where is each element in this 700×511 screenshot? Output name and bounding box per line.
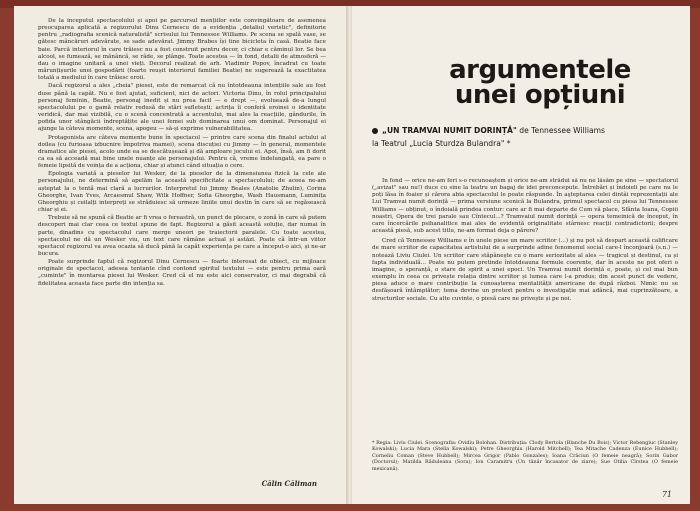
play-author: de Tennessee Williams	[519, 126, 605, 135]
left-paragraph: Poate surprinde faptul că regizorul Dinu Cernescu — foarte interesat de obiect, cu mijloace originale de spectacol, adesea tentante cînd contond spiritul textului — este pentru prima oară „cuminte" în montarea piesei lui Wesker. Cred că el nu este aici conservator, ci mai degrabă că fidelitatea aceasta face parte din intenția sa.	[38, 259, 326, 287]
left-page	[14, 6, 348, 504]
article-subtitle	[372, 124, 682, 150]
left-paragraph: Epologia variată a pieselor lui Wesker, de la pieselor de la dimensiunea fizică la cele ale personajului, ne determină să apelăm la această specificitate a spectacolului; de aceea ne-am așteptat la o tentă mai clară a lucrurilor. Interpretul lui Jimmy Beales (Anatolie Zhulin), Corina Gheorghe, Ivan Yves, Arcaesmul Shaw, Wilk Hoffner, Sofia Gheorghe, Wash Hausmann, Luminița Gheorghiu și ceilalți interpreți se străduiesc să urmeze liniile unui destin în care să se regăsească chiar și ei.	[38, 171, 326, 214]
play-title: „UN TRAMVAI NUMIT DORINȚĂ"	[382, 126, 517, 135]
left-paragraph: De la începutul spectacolului și apoi pe parcursul mențiilor este convingătoare de asemenea preocuparea aplicată a regizorului Dinu Cernescu de a evidenția „detaliul veristic", definitorie pentru „radiografia scenică naturalistă" scrisului lui Tennessee Williams. Pe scena se spală vase, se gătesc mâncăruri adevărate, se sade adevărat. Jimmy Brabes își tine bicicleta în casă. Beatie face baie. Parcă interiorul în care trăiesc nu a fost construit pentru decor, ci chiar e căminul lor. Se bea alcool, se fumează, se mănâncă, se râde, se plânge. Toate acestea — în fond, detalii de atmosferă — dau o imagine unitară a unei vieți. Decorul realizat de arh. Vladimir Popov, încadrat cu toate mărunțișurile unei gospodării (foarte reușit interiorul familiei Beatie) ne sugerează la exactitatea totală a mediului în care trăiesc eroii.	[38, 18, 326, 82]
headline-line-2: unei opțiuni	[454, 80, 626, 110]
left-article-text	[38, 18, 326, 480]
production-credits: * Regia: Liviu Ciulei. Scenografia: Ovidiu Bolohan. Distribuția: Clody Bertola (Blanche Du Bois); Victor Rebengiuc (Stanley Kowalski); Lucia Mara (Stella Kowalski); Petre Gheorghiu (Harold Mitchell); Tea Mitache Cadenza (Eunice Hubbell); Corneliu Coman (Steve Hubbell); Mircea Grigor (Pablo Gonzales); Ioana Crăciun (O femeie neagră); Sorin Gabor (Doctorul); Matilda Răduleanu (Sora); Ion Caramitru (Un tânăr încasator de ziare); Sue Otilia Cîrstea (O femeie mexicană).	[372, 440, 678, 472]
right-article-text	[372, 178, 678, 434]
right-paragraph: Cred că Tennessee Williams e în unele piese un mare scriitor (...) și nu pot să despart această calificare de mare scriitor de capacitatea artistului de a surprinde adine fenomenul social care-l înconjoară (s.n.) — notează Liviu Ciulei. Un scriitor care stăpânește cu o mare seriozitate al ales — tragicul și destinul, ca și fapta individuală... Poate nu putem pretinde întotdeauna formule coerente, dar în aceste ne pot oferi o imagine, o speranță, o stare de spirit a unei epoci. Un Tramvai numit dorință e, poate, și cel mai bun exemplu în ceea ce privește relația dintre scriitor și lumea care l-a produs; din acest punct de vedere, piesa aduce o mare contribuție la cunoașterea mentalității americane de după război. Nimic nu se desfășoară întâmplător; tema devine un pretext pentru o investigație mai adâncă, mai cuprinzătoare, a structurilor sociale. Cu alte cuvinte, o piesă care ne privește și pe noi.	[372, 238, 678, 302]
right-paragraph: În fond — orice ne-am feri s-o recunoaștem și orice ne-am strădui să nu ne lăsăm pe sine — spectatorul („avizat" sau nu!) duce cu sine la teatru un bagaj de idei preconcepute. Întrebări și îndoieli pe care nu le poți lăsa în foaier și cărora abia spectacolul le poate răspunde. În aşteptarea celei dintâi reprezentații ale Lui Tramvai numit dorință — prima versiune scenică la Bulandra, primul spectacol cu piesa lui Tennessee Williams — obținut, o îndoială prindea contur: care ar fi mai departe de Cum vă place, Sfânta Ioana, Copiii noastri, Opera de trei parale sau Cîntecul...? Tramvaiul numit dorință — opera temeinică de început, în care încercările psihanalitice mai ales de evidentă originalitate stârnesc reacții contradictorii; despre această piesă, sub acest titlu, ne-am format deja o părere?	[372, 178, 678, 235]
headline-line-1: argumentele	[449, 55, 631, 85]
bullet-icon	[372, 128, 378, 134]
left-paragraph: Dacă regizorul a ales „cheia" piesei, este de remarcat că nu întotdeauna intențiile sale au fost duse până la capăt. Nu e fost ajutat, suficient, nici de actori. Victoria Dinu, în rolul principalului personaj feminin, Beatie, personaj inedit și nu prea facil — e drept —, evoluează de-a lungul spectacolului pe o gamă relativ redusă de stări sufletești; actrița îi conferă eroinei o identitate veridică, dar mai vizibilă, cu o scenă concentrată a accentului, mai ales la reacțiile, gândurile, în pofida unor stângăcii îndreptățite ale unei femei sub dominarea unui om dominat. Personajul ei ajunge la câteva momente, scena, apogeu — să-și exprime vulnerabilitatea.	[38, 83, 326, 133]
page-number: 71	[661, 490, 672, 499]
left-paragraph: Protagonista are câteva momente bune în spectacol — printre care scena din finalul actului al doilea (cu furioasa izbucnire împotriva mamei), scena discuției cu Jimmy — în general, momentele dramatice ale piesei, acolo unde ea se descătușează și dă amploare jocului ei. Apoi, însă, am fi dorit ca ea să acceadă mai bine unele nuanțe ale personajului. Pentru că, vreme îndelungată, ea pare o femeie lipsită de voința de a acționa, chiar și atunci când situația o cere.	[38, 134, 326, 170]
theatre-name: la Teatrul „Lucia Sturdza Bulandra" *	[372, 139, 511, 148]
author-signature: Călin Căliman	[261, 479, 317, 488]
right-page	[352, 6, 690, 504]
left-paragraph: Trebuie să ne spună că Beatie ar fi vrea o fereastră, un punct de plecare, o zonă în care să putem descoperi mai clar ceea ce textul spune de fapt. Regizorul a găsit această soluție, dar numai în parte, dinadins cu spectacolul care merge uneori pe traiectorii paralele. Cu toate acestea, spectacolul ne dă un Wesker viu, un text care rămâne actual și astăzi. Poate că într-un viitor spectacol regizorul va avea ocazia să ducă până la capăt experiența pe care a început-o aici, și ne-ar bucura.	[38, 215, 326, 257]
article-headline	[410, 55, 670, 110]
